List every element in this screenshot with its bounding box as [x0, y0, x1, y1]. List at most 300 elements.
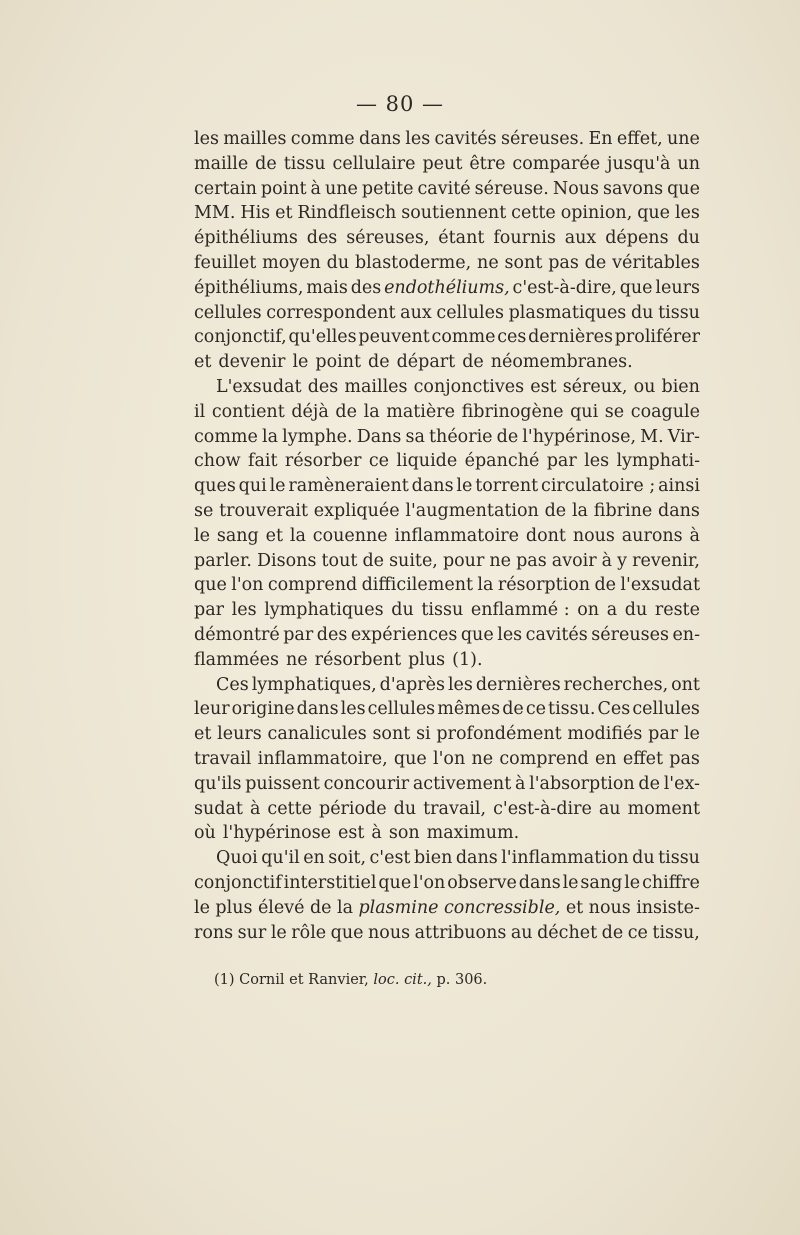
word: l'inflammation [501, 848, 629, 869]
word: devenir [218, 352, 286, 373]
word: sang [216, 525, 259, 546]
word: aux [564, 228, 597, 249]
word: l'absorption [529, 773, 635, 794]
word: les [447, 674, 473, 695]
word: petite [361, 178, 414, 199]
word: être [469, 153, 506, 174]
word: que [460, 624, 494, 645]
word: séreuse. [474, 178, 549, 199]
word: effet, [616, 129, 663, 149]
word: tissu [658, 302, 700, 323]
footnote [214, 972, 487, 988]
word: séreux, [562, 376, 628, 397]
word: couenne [312, 525, 388, 546]
word: profondément [436, 724, 562, 745]
word: nous [368, 922, 411, 943]
word: l'augmentation [405, 500, 539, 521]
word: le [562, 872, 579, 893]
word: chiffre [642, 872, 700, 893]
word: mêmes [437, 699, 501, 720]
word: sont [504, 252, 543, 273]
word: pas [669, 748, 700, 769]
word: Ces [216, 674, 249, 695]
word: d'après [379, 674, 445, 695]
word: des [350, 277, 382, 298]
word: les [194, 129, 219, 149]
word: rons [194, 922, 234, 943]
word: étant [438, 228, 485, 249]
word: puissent [245, 773, 320, 794]
word: la [261, 426, 279, 447]
word: ont [671, 674, 700, 695]
word: ramèneraient [288, 476, 409, 497]
word: contient [211, 401, 285, 422]
word: le [269, 476, 286, 497]
word: et [275, 203, 293, 224]
word: en [594, 748, 617, 769]
word: soutiennent [401, 203, 507, 224]
word: Ces [597, 699, 631, 720]
word: y [617, 550, 628, 571]
word: à [689, 525, 700, 546]
word: rôle [291, 922, 327, 943]
word: par [648, 724, 679, 745]
text-line [194, 598, 700, 623]
word: fibrinogène [461, 401, 564, 422]
word: des [307, 376, 339, 397]
word: que [637, 203, 671, 224]
text-line [194, 152, 700, 177]
word: ne [489, 550, 512, 571]
word: nous [588, 897, 631, 918]
word: ques [194, 476, 236, 497]
word: circulatoire ; [541, 476, 656, 497]
word: à [601, 550, 613, 571]
word: résorbent [314, 649, 402, 670]
text-line [194, 549, 700, 574]
word: le [194, 897, 210, 918]
word: épanché [464, 451, 540, 472]
word: la [289, 525, 306, 546]
word: le [270, 922, 287, 943]
word: le [194, 525, 210, 546]
word: expliquée [313, 500, 400, 521]
word: comme [431, 327, 496, 348]
word: des [306, 228, 338, 249]
footnote-page: p. 306. [436, 972, 488, 988]
word: en [303, 848, 325, 869]
word: l'on [433, 748, 466, 769]
word: à [371, 823, 382, 844]
word: leurs [217, 724, 262, 745]
word: Disons [257, 550, 317, 571]
word: séreuses. [500, 129, 585, 149]
word: Vir- [667, 426, 700, 447]
word: du [391, 600, 414, 621]
word: ou [633, 376, 656, 397]
text-line [194, 276, 700, 301]
word: moyen [262, 252, 321, 273]
word: dans [296, 699, 339, 720]
word: recherches, [563, 674, 669, 695]
word: feuillet [194, 252, 257, 273]
word: reste [654, 600, 700, 621]
word: dans [518, 872, 561, 893]
word: fait [247, 451, 278, 472]
word: de [362, 550, 384, 571]
word: point [315, 352, 362, 373]
word: cette [511, 203, 556, 224]
word: ne [471, 748, 494, 769]
word: une [324, 178, 358, 199]
word: de [309, 897, 332, 918]
word: épithéliums, [194, 277, 304, 298]
word: de [584, 252, 607, 273]
word: l'exsudat [620, 575, 700, 596]
text-line [194, 871, 700, 896]
word: activement [412, 773, 512, 794]
word: ce [627, 922, 648, 943]
word: que [393, 748, 427, 769]
word: déjà [291, 401, 329, 422]
word: aux [400, 302, 432, 323]
word: comparée [512, 153, 601, 174]
word: sur [237, 922, 267, 943]
word: sang [580, 872, 623, 893]
word: travail [194, 748, 252, 769]
text-line [194, 797, 700, 822]
word: mailles [223, 129, 287, 149]
word: ces [497, 327, 527, 348]
footnote-reference: loc. cit., [373, 972, 432, 988]
text-line [194, 697, 700, 722]
word: cette [267, 798, 312, 819]
word: dans [359, 129, 401, 149]
word: dans [411, 476, 454, 497]
word: L'exsudat [216, 376, 302, 397]
word: Rindfleisch [297, 203, 397, 224]
word: du [326, 252, 350, 273]
word: que [378, 872, 412, 893]
word: bien [661, 376, 700, 397]
text-line [194, 325, 700, 350]
text-line [194, 201, 700, 226]
text-line [194, 127, 700, 152]
word: difficilement [361, 575, 474, 596]
word: nous [572, 525, 615, 546]
word: c'est-à-dire, [512, 277, 617, 298]
footnote-authors: Cornil et Ranvier, [239, 972, 369, 988]
word: insiste- [636, 897, 700, 918]
word: du [393, 798, 417, 819]
word: sont [372, 724, 411, 745]
word: matière [386, 401, 455, 422]
word: (1). [452, 649, 483, 670]
word: véritables [612, 252, 700, 273]
word: conjonctif, [194, 327, 287, 348]
word: sa [405, 426, 425, 447]
word: se [604, 401, 625, 422]
text-line [194, 573, 700, 598]
word: opinion, [560, 203, 633, 224]
word: cellules [436, 302, 504, 323]
word: tissu. [548, 699, 596, 720]
word: lymphati- [616, 451, 700, 472]
word: les [584, 451, 610, 472]
word: comme [194, 426, 258, 447]
word: plasmatiques [508, 302, 627, 323]
word: dépens [605, 228, 669, 249]
word: démontré [194, 624, 280, 645]
word: et [194, 352, 212, 373]
text-line [194, 648, 700, 673]
word: du [630, 302, 654, 323]
word: élevé [257, 897, 305, 918]
word: de [255, 153, 277, 174]
word: dernières [475, 674, 561, 695]
word: la [363, 401, 380, 422]
word: de [544, 500, 567, 521]
word: et [565, 897, 584, 918]
word: Dans [356, 426, 402, 447]
word: des [316, 624, 348, 645]
word: jusqu'à [607, 153, 671, 174]
word: dans [455, 848, 498, 869]
word: ce [525, 699, 546, 720]
text-line [194, 226, 700, 251]
word: point [260, 178, 307, 199]
text-line [194, 821, 700, 846]
word: comme [290, 129, 355, 149]
word: l'hypérinose, [522, 426, 637, 447]
word: on [577, 600, 600, 621]
word: déchet [537, 922, 598, 943]
word: fibrine [593, 500, 653, 521]
word: cavités [434, 129, 497, 149]
word: où [194, 823, 216, 844]
word: le [683, 724, 700, 745]
word: leur [194, 699, 230, 720]
word: tissu [421, 600, 464, 621]
word: c'est [369, 848, 411, 869]
word: lymphe. [282, 426, 353, 447]
word: Nous [552, 178, 599, 199]
word: a [606, 600, 618, 621]
word: pas [516, 550, 547, 571]
word: proliférer [614, 327, 700, 348]
word: canalicules [267, 724, 367, 745]
word: du [624, 600, 648, 621]
word: interstitiel [283, 872, 377, 893]
word: ne [286, 649, 308, 670]
word: qu'elles [288, 327, 357, 348]
text-line [194, 524, 700, 549]
word: le [292, 352, 309, 373]
word: mais [306, 277, 348, 298]
word: coagule [630, 401, 700, 422]
word: que [194, 575, 227, 596]
word: l'on [231, 575, 264, 596]
word: soit, [328, 848, 367, 869]
word: à [514, 773, 526, 794]
word: tout [321, 550, 358, 571]
word: cavité [417, 178, 471, 199]
word: de [368, 352, 390, 373]
word: attribuons [414, 922, 507, 943]
text-line [194, 375, 700, 400]
word: de [502, 699, 524, 720]
body-text [194, 127, 700, 945]
word: est [530, 376, 557, 397]
word: concressible, [443, 897, 561, 918]
word: pour [442, 550, 485, 571]
word: les [405, 129, 431, 149]
text-line [194, 425, 700, 450]
word: dernières [528, 327, 613, 348]
text-line [194, 449, 700, 474]
word: concourir [323, 773, 410, 794]
word: cellules [194, 302, 262, 323]
text-line [194, 499, 700, 524]
word: fournis [493, 228, 556, 249]
word: flammées [194, 649, 279, 670]
word: l'on [413, 872, 446, 893]
word: résorber [284, 451, 362, 472]
word: parler. [194, 550, 252, 571]
word: de [601, 922, 624, 943]
word: leurs [655, 277, 700, 298]
word: une [667, 129, 700, 149]
word: plasmine [358, 897, 439, 918]
word: que [667, 178, 700, 199]
word: par [283, 624, 314, 645]
word: période [319, 798, 387, 819]
word: enflammé : [470, 600, 570, 621]
word: pas [548, 252, 579, 273]
word: lymphatiques, [251, 674, 377, 695]
word: par [546, 451, 577, 472]
word: de [462, 352, 484, 373]
word: tissu [658, 848, 700, 869]
word: cellules [632, 699, 700, 720]
word: qu'il [261, 848, 300, 869]
word: maille [194, 153, 249, 174]
word: à [249, 798, 261, 819]
word: les [674, 203, 700, 224]
word: qui [238, 476, 267, 497]
word: suite, [389, 550, 438, 571]
word: moment [627, 798, 700, 819]
text-line [194, 846, 700, 871]
text-line [194, 623, 700, 648]
word: peuvent [358, 327, 430, 348]
word: que [619, 277, 653, 298]
word: les [231, 600, 257, 621]
word: observe [447, 872, 517, 893]
word: cavités [525, 624, 588, 645]
word: MM. [194, 203, 236, 224]
word: conjonctif [194, 872, 282, 893]
footnote-marker: (1) [214, 972, 235, 988]
word: tissu [283, 153, 326, 174]
word: blastoderme, [354, 252, 472, 273]
word: se [194, 500, 214, 521]
word: dont [525, 525, 566, 546]
word: en- [672, 624, 700, 645]
word: les [497, 624, 523, 645]
text-line [194, 177, 700, 202]
word: ne [477, 252, 499, 273]
text-line [194, 896, 700, 921]
word: néomembranes. [490, 352, 633, 373]
text-line [194, 301, 700, 326]
word: séreuses, [346, 228, 430, 249]
word: dans [658, 500, 700, 521]
word: aurons [621, 525, 683, 546]
text-line [194, 772, 700, 797]
word: est [338, 823, 365, 844]
word: de [594, 575, 617, 596]
word: l'hypérinose [222, 823, 332, 844]
word: chow [194, 451, 241, 472]
word: comprend [267, 575, 358, 596]
word: son [388, 823, 420, 844]
word: au [510, 922, 533, 943]
word: endothéliums, [384, 277, 510, 298]
word: modifiés [567, 724, 643, 745]
word: savons [603, 178, 664, 199]
word: l'ex- [663, 773, 700, 794]
word: inflammatoire [394, 525, 520, 546]
word: résorption [497, 575, 591, 596]
word: au [598, 798, 621, 819]
word: du [677, 228, 700, 249]
word: la [477, 575, 494, 596]
word: En [588, 129, 613, 149]
word: séreuses [591, 624, 669, 645]
word: revenir, [632, 550, 700, 571]
word: ce [368, 451, 390, 472]
word: travail, [423, 798, 487, 819]
word: M. [640, 426, 664, 447]
word: effet [622, 748, 664, 769]
word: à [310, 178, 321, 199]
word: maximum. [426, 823, 520, 844]
word: c'est-à-dire [493, 798, 592, 819]
word: qui [570, 401, 599, 422]
word: cellulaire [332, 153, 416, 174]
word: inflammatoire, [257, 748, 388, 769]
word: comprend [499, 748, 589, 769]
word: lymphatiques [264, 600, 384, 621]
word: torrent [475, 476, 539, 497]
word: tissu, [652, 922, 700, 943]
word: conjonctives [413, 376, 525, 397]
text-line [194, 747, 700, 772]
word: cellules [367, 699, 436, 720]
word: origine [231, 699, 295, 720]
word: le [624, 872, 641, 893]
page-number: — 80 — [355, 92, 445, 116]
word: si [416, 724, 431, 745]
word: que [330, 922, 364, 943]
word: plus [408, 649, 446, 670]
text-line [194, 474, 700, 499]
word: les [340, 699, 366, 720]
word: par [194, 600, 225, 621]
word: ainsi [658, 476, 700, 497]
word: correspondent [266, 302, 396, 323]
